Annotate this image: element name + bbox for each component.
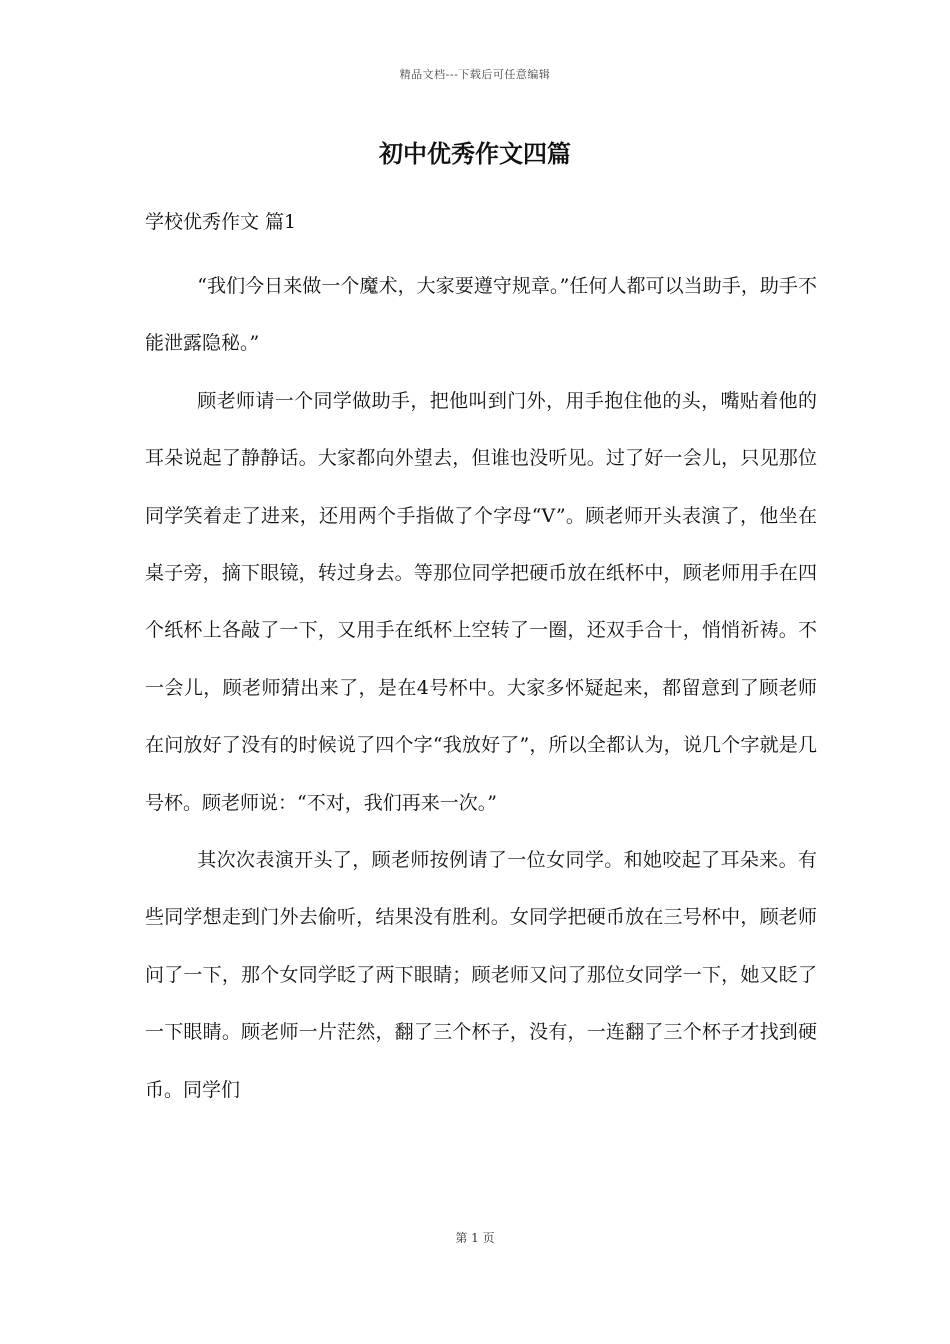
header-note: 精品文档---下载后可任意编辑 xyxy=(399,68,551,81)
page-number: 第 1 页 xyxy=(455,1231,495,1245)
article-body xyxy=(145,258,817,1119)
paragraph: 顾老师请一个同学做助手，把他叫到门外，用手抱住他的头，嘴贴着他的耳朵说起了静静话。大家都向外望去，但谁也没听见。过了好一会儿，只见那位同学笑着走了进来，还用两个手指做了个字母“V”。顾老师开头表演了，他坐在桌子旁，摘下眼镜，转过身去。等那位同学把硬币放在纸杯中，顾老师用手在四个纸杯上各敲了一下，又用手在纸杯上空转了一圈，还双手合十，悄悄祈祷。不一会儿，顾老师猜出来了，是在4号杯中。大家多怀疑起来，都留意到了顾老师在问放好了没有的时候说了四个字“我放好了”，所以全都认为，说几个字就是几号杯。顾老师说：“不对，我们再来一次。” xyxy=(145,389,817,814)
paragraph: “我们今日来做一个魔术，大家要遵守规章。”任何人都可以当助手，助手不能泄露隐秘。” xyxy=(145,275,817,355)
paragraph: 其次次表演开头了，顾老师按例请了一位女同学。和她咬起了耳朵来。有些同学想走到门外去偷听，结果没有胜利。女同学把硬币放在三号杯中，顾老师问了一下，那个女同学眨了两下眼睛；顾老师又问了那位女同学一下，她又眨了一下眼睛。顾老师一片茫然，翻了三个杯子，没有，一连翻了三个杯子才找到硬币。同学们 xyxy=(145,849,817,1101)
document-title: 初中优秀作文四篇 xyxy=(379,139,571,168)
section-heading: 学校优秀作文 篇1 xyxy=(145,211,297,233)
